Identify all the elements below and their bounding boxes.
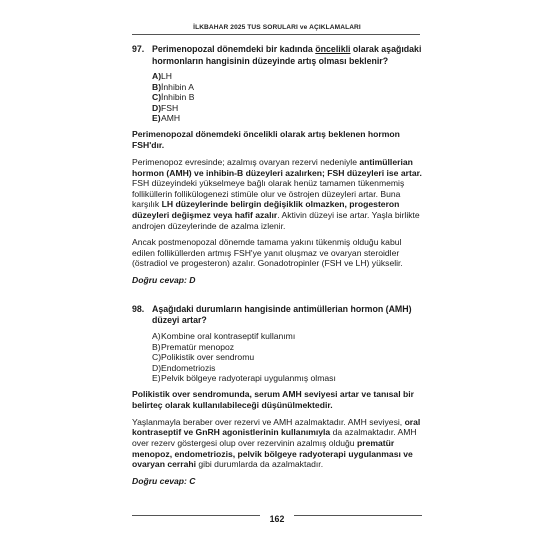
option-text: FSH (161, 102, 179, 113)
question-text: Aşağıdaki durumların hangisinde antimüllerian hormon (AMH) düzeyi artar? (152, 303, 412, 326)
text-run-bold: LH düzeylerinde belirgin değişiklik olmazken, progesteron düzeyleri değişmez veya hafif azalır (132, 199, 400, 220)
option-a (152, 71, 422, 82)
option-letter: C) (152, 92, 162, 103)
option-letter: E) (152, 113, 161, 124)
question-98 (132, 304, 422, 327)
option-c (152, 92, 422, 103)
option-e (152, 373, 422, 384)
question-text-part: Perimenopozal dönemdeki bir kadında (152, 44, 316, 54)
option-text: Pelvik bölgeye radyoterapi uygulanmış olması (161, 373, 336, 384)
text-run-bold: antimüllerian hormon (AMH) ve inhibin-B düzeyleri azalırken; FSH düzeyleri ise artar. (132, 156, 422, 178)
option-letter: B) (152, 341, 161, 352)
option-text: Polikistik over sendromu (161, 352, 255, 363)
text-run: Perimenopoz evresinde; azalmış ovaryan rezervi nedeniyle (132, 156, 360, 167)
explanation-paragraph: Ancak postmenopozal dönemde tamama yakını tükenmiş olduğu kabul edilen folliküllerden artmış FSH'ye yanıt oluşmaz ve ovaryan steroidler (östradiol ve progesteron) azalır. Gonadotropinler (FSH ve LH) yükselir. (132, 237, 403, 269)
question-text-underlined: öncelikli (315, 44, 351, 54)
option-text: İnhibin B (161, 92, 195, 103)
text-run: Yaşlanmayla beraber over rezervi ve AMH azalmaktadır. AMH seviyesi, (132, 416, 405, 427)
option-letter: A) (152, 71, 162, 81)
options-97 (152, 71, 422, 124)
text-run: gibi durumlarda da azalmaktadır. (196, 459, 324, 470)
option-text: LH (161, 71, 172, 81)
option-letter: C) (152, 352, 162, 363)
explanation-summary: Polikistik over sendromunda, serum AMH seviyesi artar ve tanısal bir belirteç olarak kullanılabileceği düşünülmektedir. (132, 388, 414, 410)
option-e (152, 113, 422, 124)
option-d (152, 103, 422, 114)
option-letter: A) (152, 330, 161, 341)
header-rule (132, 34, 420, 35)
text-run: FSH düzeyindeki yükselmeye bağlı olarak henüz tamamen tükenmemiş folliküllerin follikülogenezi stimüle olur ve östrojen düzeyleri artar. Buna karşılık (132, 178, 405, 210)
option-text: AMH (161, 113, 181, 124)
question-97 (132, 44, 422, 67)
option-b (152, 82, 422, 93)
option-a (152, 331, 422, 342)
option-letter: D) (152, 102, 162, 113)
question-text (152, 44, 422, 67)
explanation-paragraph (132, 417, 422, 470)
option-letter: E) (152, 373, 161, 384)
text-run-bold: oral kontraseptif ve GnRH agonistlerinin kullanımıyla (132, 416, 421, 438)
option-d (152, 363, 422, 374)
option-text: Prematür menopoz (161, 341, 235, 352)
correct-answer: Doğru cevap: C (132, 475, 196, 486)
question-text-part: olarak aşağıdaki hormonların hangisinin düzeyinde artış olması beklenir? (152, 44, 422, 66)
explanation-summary: Perimenopozal dönemdeki öncelikli olarak artış beklenen hormon FSH'dır. (132, 128, 400, 150)
correct-answer: Doğru cevap: D (132, 274, 196, 285)
option-letter: B) (152, 81, 162, 92)
running-header: İLKBAHAR 2025 TUS SORULARI ve AÇIKLAMALARI (193, 24, 361, 31)
question-number: 98. (132, 303, 145, 314)
page-number: 162 (260, 514, 294, 524)
text-run: . Aktivin düzeyi ise artar. Yaşla birlikte androjen düzeylerinde de azalma izlenir. (132, 209, 420, 231)
option-text: Endometriozis (161, 362, 216, 373)
option-text: İnhibin A (161, 81, 194, 92)
explanation-paragraph (132, 157, 422, 231)
text-run-bold: prematür menopoz, endometriozis, pelvik bölgeye radyoterapi uygulanması ve ovaryan cerrahi (132, 438, 413, 470)
text-run: da azalmaktadır. AMH over rezerv göstergesi olup over rezervinin azalmış olduğu (132, 427, 417, 449)
options-98 (152, 331, 422, 384)
option-letter: D) (152, 362, 162, 373)
option-text: Kombine oral kontraseptif kullanımı (161, 330, 296, 341)
question-number: 97. (132, 44, 145, 54)
page-content (132, 44, 422, 505)
option-b (152, 342, 422, 353)
option-c (152, 352, 422, 363)
